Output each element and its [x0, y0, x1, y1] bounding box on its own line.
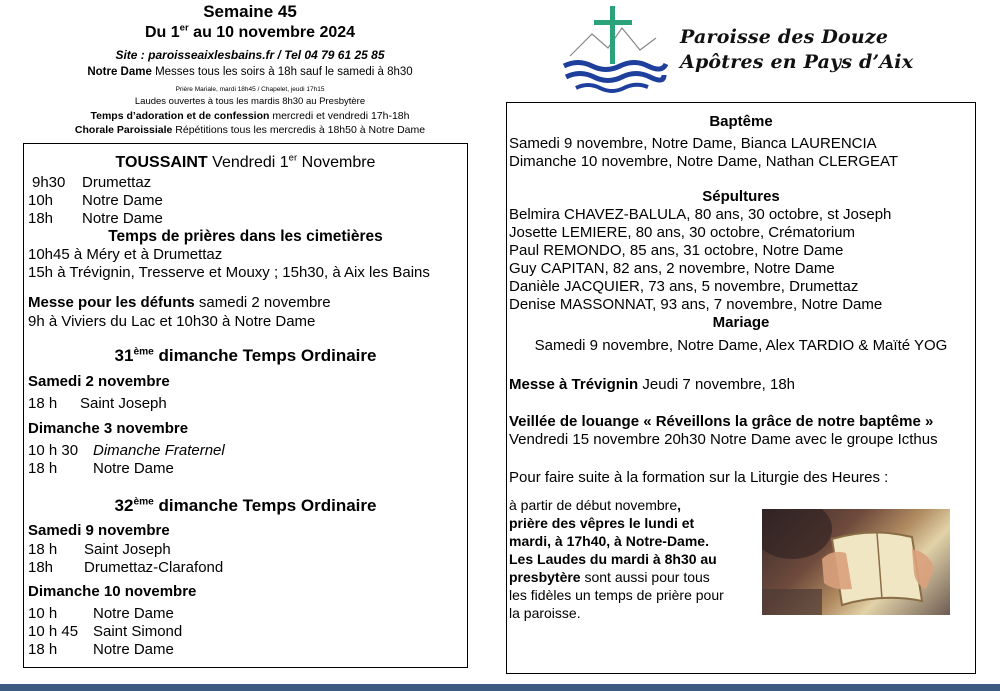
- parish-name-line2: Apôtres en Pays d’Aix: [680, 51, 914, 73]
- list-item: 18 h Notre Dame: [28, 641, 174, 658]
- parish-name-line1: Paroisse des Douze: [680, 26, 889, 48]
- bottom-bar: [0, 684, 1000, 691]
- left-schedule-box: [23, 143, 468, 668]
- week-dates: Du 1er au 10 novembre 2024: [144, 22, 356, 41]
- sepultures-heading: Sépultures: [702, 188, 780, 205]
- list-item: 18 h Notre Dame: [28, 460, 174, 477]
- list-item: 9h30 Drumettaz: [32, 174, 152, 191]
- formation-line3: mardi, à 17h40, à Notre-Dame.: [509, 533, 709, 549]
- veillee-heading: Veillée de louange « Réveillons la grâce de notre baptême »: [509, 413, 934, 430]
- laudes-info: Laudes ouvertes à tous les mardis 8h30 au Presbytère: [134, 96, 366, 107]
- cimetieres-heading: Temps de prières dans les cimetières: [108, 228, 383, 245]
- sat9-label: Samedi 9 novembre: [28, 522, 170, 539]
- open-book-icon: [762, 509, 950, 615]
- sat2-label: Samedi 2 novembre: [28, 373, 170, 390]
- list-item: 18h Drumettaz-Clarafond: [28, 559, 224, 576]
- formation-line4: Les Laudes du mardi à 8h30 au: [509, 551, 717, 567]
- list-item: Dimanche 10 novembre, Notre Dame, Nathan CLERGEAT: [509, 153, 899, 170]
- formation-intro: Pour faire suite à la formation sur la Liturgie des Heures :: [509, 469, 889, 486]
- list-item: Samedi 9 novembre, Notre Dame, Bianca LAURENCIA: [509, 135, 877, 152]
- prayer-book-photo: [762, 509, 950, 615]
- list-item: 10h Notre Dame: [28, 192, 163, 209]
- list-item: 10 h Notre Dame: [28, 605, 174, 622]
- list-item: Paul REMONDO, 85 ans, 31 octobre, Notre Dame: [509, 242, 844, 259]
- list-item: 18 h Saint Joseph: [28, 541, 171, 558]
- parish-logo-icon: [560, 4, 670, 96]
- sun10-label: Dimanche 10 novembre: [28, 583, 197, 600]
- formation-line1: à partir de début novembre,: [509, 497, 681, 513]
- week-title: Semaine 45: [203, 2, 297, 21]
- list-item: 18 h Saint Joseph: [28, 395, 167, 412]
- sunday32-heading: 32ème dimanche Temps Ordinaire: [114, 496, 377, 515]
- list-item: 18h Notre Dame: [28, 210, 163, 227]
- cimetieres-line1: 10h45 à Méry et à Drumettaz: [28, 246, 223, 263]
- list-item: Belmira CHAVEZ-BALULA, 80 ans, 30 octobre, st Joseph: [509, 206, 892, 223]
- formation-line6: les fidèles un temps de prière pour: [509, 587, 724, 603]
- formation-line2: prière des vêpres le lundi et: [509, 515, 695, 531]
- sunday31-heading: 31ème dimanche Temps Ordinaire: [114, 346, 377, 365]
- list-item: Danièle JACQUIER, 73 ans, 5 novembre, Drumettaz: [509, 278, 859, 295]
- priere-mariale: Prière Mariale, mardi 18h45 / Chapelet, jeudi 17h15: [175, 86, 325, 93]
- mariage-line: Samedi 9 novembre, Notre Dame, Alex TARDIO & Maïté YOG: [534, 337, 948, 354]
- chorale-info: Chorale Paroissiale Répétitions tous les mercredis à 18h50 à Notre Dame: [74, 124, 426, 136]
- list-item: Josette LEMIERE, 80 ans, 30 octobre, Crématorium: [509, 224, 855, 241]
- formation-line5: presbytère sont aussi pour tous: [509, 569, 710, 585]
- list-item: Denise MASSONNAT, 93 ans, 7 novembre, Notre Dame: [509, 296, 883, 313]
- defunts-heading: Messe pour les défunts samedi 2 novembre: [28, 294, 331, 311]
- notre-dame-info: Notre Dame Messes tous les soirs à 18h sauf le samedi à 8h30: [87, 66, 413, 78]
- site-contact[interactable]: Site : paroisseaixlesbains.fr / Tel 04 79 61 25 85: [115, 48, 385, 62]
- sun3-label: Dimanche 3 novembre: [28, 420, 189, 437]
- bapteme-heading: Baptême: [709, 113, 773, 130]
- toussaint-heading: TOUSSAINT Vendredi 1er Novembre: [115, 152, 376, 171]
- list-item: Guy CAPITAN, 82 ans, 2 novembre, Notre Dame: [509, 260, 835, 277]
- defunts-line2: 9h à Viviers du Lac et 10h30 à Notre Dame: [28, 313, 316, 330]
- veillee-line: Vendredi 15 novembre 20h30 Notre Dame avec le groupe Icthus: [509, 431, 938, 448]
- trevignin-line: Messe à Trévignin Jeudi 7 novembre, 18h: [509, 376, 796, 393]
- adoration-info: Temps d’adoration et de confession mercredi et vendredi 17h-18h: [90, 110, 410, 122]
- formation-line7: la paroisse.: [509, 605, 581, 621]
- cimetieres-line2: 15h à Trévignin, Tresserve et Mouxy ; 15h30, à Aix les Bains: [28, 264, 430, 281]
- list-item: 10 h 30 Dimanche Fraternel: [28, 442, 225, 459]
- mariage-heading: Mariage: [712, 314, 770, 331]
- list-item: 10 h 45 Saint Simond: [28, 623, 183, 640]
